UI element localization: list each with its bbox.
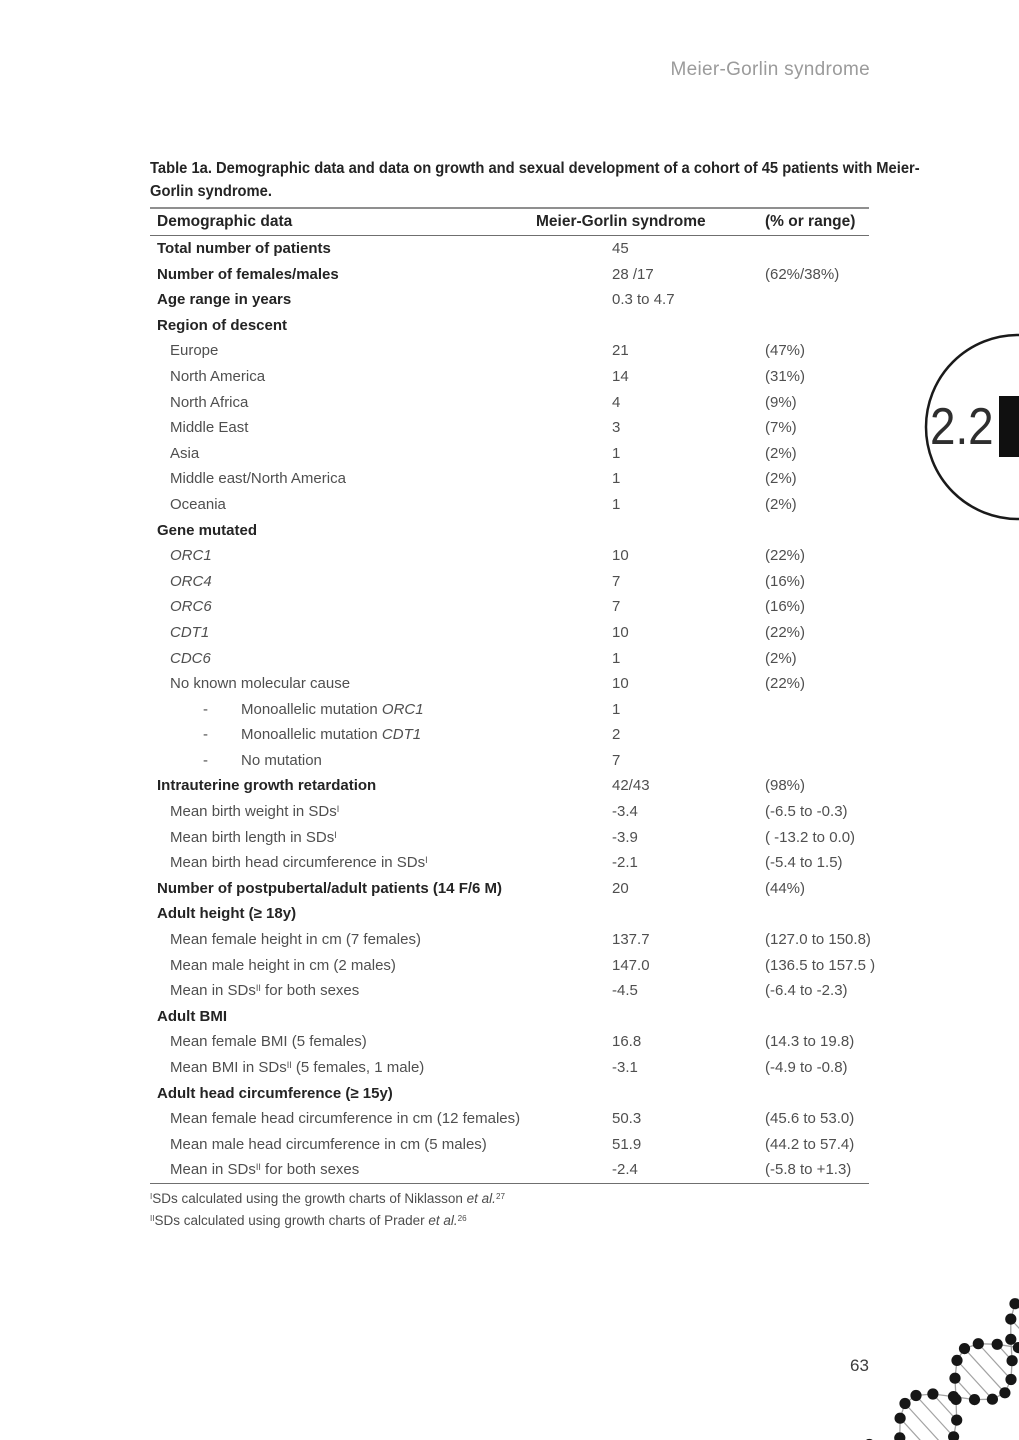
row-label: CDT1 — [170, 623, 210, 641]
row-label: Adult height (≥ 18y) — [157, 905, 297, 923]
row-value: 20 — [612, 879, 629, 897]
row-label: Total number of patients — [157, 240, 331, 257]
table-row — [150, 262, 869, 288]
table-body — [150, 236, 876, 1184]
table-row — [150, 518, 869, 544]
table-row — [150, 748, 869, 774]
row-value: -3.9 — [612, 828, 638, 846]
row-value: 7 — [612, 598, 621, 616]
table-row — [150, 620, 869, 646]
table-row — [150, 236, 869, 262]
row-value: 42/43 — [612, 777, 650, 795]
table-row — [150, 364, 869, 390]
row-range: (2%) — [765, 444, 797, 462]
row-value: 1 — [612, 649, 621, 667]
row-label: Mean female BMI (5 females) — [170, 1033, 367, 1051]
row-value: 1 — [612, 495, 621, 513]
row-value: 1 — [612, 444, 621, 462]
row-value: -4.5 — [612, 982, 638, 1000]
row-range: (-5.8 to +1.3) — [765, 1161, 852, 1179]
table-row — [150, 978, 869, 1004]
row-value: 28 /17 — [612, 265, 654, 283]
footnote-line: $^I$SDs calculated using the growth charts of Niklasson et al.$^{27}$ — [150, 1191, 505, 1206]
row-value: 7 — [612, 751, 621, 769]
row-value: 137.7 — [612, 931, 650, 949]
table-row — [150, 953, 876, 979]
table-row — [150, 646, 869, 672]
table-row — [150, 569, 869, 595]
row-value: 16.8 — [612, 1033, 642, 1051]
running-head: Meier-Gorlin syndrome — [670, 59, 870, 80]
column-header-demographic-data: Demographic data — [157, 213, 293, 230]
table-row — [150, 722, 869, 748]
row-bullet: - — [203, 700, 208, 718]
row-label: Mean male head circumference in cm (5 males) — [170, 1135, 487, 1153]
row-range: (2%) — [765, 649, 797, 667]
table-row — [150, 799, 869, 825]
row-bullet: - — [203, 751, 208, 769]
row-value: -3.4 — [612, 803, 638, 821]
row-label: Mean in SDs$^{II}$ for both sexes — [170, 1161, 360, 1179]
row-range: (2%) — [765, 495, 797, 513]
row-label: Mean female head circumference in cm (12 females) — [170, 1110, 521, 1128]
row-range: (16%) — [765, 598, 806, 616]
row-label: Adult head circumference (≥ 15y) — [157, 1084, 393, 1102]
chapter-number: 2.2 — [930, 398, 994, 456]
table-row — [150, 697, 869, 723]
table-row — [150, 1157, 869, 1183]
row-label: Number of females/males — [157, 265, 339, 283]
row-label: North Africa — [170, 393, 249, 411]
row-range: (47%) — [765, 342, 806, 360]
row-label: No known molecular cause — [170, 675, 351, 693]
table-row — [150, 441, 869, 467]
table-row — [150, 773, 869, 799]
row-value: -3.1 — [612, 1059, 638, 1076]
table-row — [150, 850, 869, 876]
column-header-percent-or-range: (% or range) — [765, 213, 856, 230]
table-row — [150, 313, 869, 339]
table-title-line2: Gorlin syndrome. — [150, 183, 272, 200]
table-row — [150, 1081, 869, 1107]
row-range: (7%) — [765, 419, 797, 437]
row-label: Adult BMI — [157, 1007, 227, 1025]
row-label: Intrauterine growth retardation — [157, 777, 377, 795]
row-range: (16%) — [765, 572, 806, 590]
table-row — [150, 1004, 869, 1030]
table-row — [150, 492, 869, 518]
table-row — [150, 390, 869, 416]
row-label: Europe — [170, 342, 219, 360]
row-value: -2.1 — [612, 854, 638, 872]
row-range: (2%) — [765, 470, 797, 488]
table-row — [150, 287, 869, 313]
row-label: Asia — [170, 444, 200, 462]
row-value: 45 — [612, 240, 629, 257]
row-label: ORC4 — [170, 572, 212, 590]
row-range: (44%) — [765, 879, 806, 897]
row-label: Oceania — [170, 495, 226, 513]
row-label: Mean birth length in SDs$^I$ — [170, 828, 337, 846]
row-label: ORC6 — [170, 598, 212, 616]
row-value: 14 — [612, 367, 629, 385]
row-label: Mean birth weight in SDs$^I$ — [170, 803, 340, 821]
row-value: 21 — [612, 342, 629, 360]
row-value: 0.3 to 4.7 — [612, 291, 675, 309]
row-value: 147.0 — [612, 956, 650, 974]
row-label: Mean BMI in SDs$^{II}$ (5 females, 1 male) — [170, 1059, 425, 1076]
row-value: 10 — [612, 547, 629, 565]
demographics-table — [150, 207, 876, 1184]
row-label: Gene mutated — [157, 521, 258, 539]
row-label: Monoallelic mutation CDT1 — [241, 726, 422, 744]
table-row — [150, 927, 869, 953]
footnote-line: $^{II}$SDs calculated using growth charts of Prader et al.$^{26}$ — [150, 1212, 467, 1228]
chapter-tab — [999, 396, 1019, 457]
row-range: (45.6 to 53.0) — [765, 1110, 855, 1128]
row-range: (62%/38%) — [765, 265, 840, 283]
table-row — [150, 415, 869, 441]
row-range: ( -13.2 to 0.0) — [765, 828, 856, 846]
row-bullet: - — [203, 726, 208, 744]
row-range: (22%) — [765, 675, 806, 693]
row-label: Monoallelic mutation ORC1 — [241, 700, 424, 718]
row-value: 50.3 — [612, 1110, 642, 1128]
row-value: 10 — [612, 675, 629, 693]
row-range: (44.2 to 57.4) — [765, 1135, 855, 1153]
row-range: (-6.5 to -0.3) — [765, 803, 848, 821]
row-label: Region of descent — [157, 316, 288, 334]
row-label: ORC1 — [170, 547, 212, 565]
row-value: 10 — [612, 623, 629, 641]
row-value: 3 — [612, 419, 621, 437]
table-row — [150, 466, 869, 492]
table-header-row — [150, 209, 869, 236]
row-value: 4 — [612, 393, 621, 411]
row-label: Mean birth head circumference in SDs$^I$ — [170, 854, 428, 872]
page-number: 63 — [850, 1356, 869, 1375]
row-range: (31%) — [765, 367, 806, 385]
table-row — [150, 1106, 869, 1132]
table-title — [150, 157, 920, 203]
row-value: 2 — [612, 726, 621, 744]
row-value: 1 — [612, 470, 621, 488]
row-range: (-6.4 to -2.3) — [765, 982, 848, 1000]
table-row — [150, 1055, 869, 1081]
table-row — [150, 876, 869, 902]
row-value: 7 — [612, 572, 621, 590]
row-range: (9%) — [765, 393, 797, 411]
row-label: North America — [170, 367, 266, 385]
table-row — [150, 543, 869, 569]
row-label: Mean female height in cm (7 females) — [170, 931, 421, 949]
row-label: Age range in years — [157, 291, 292, 309]
row-label: Mean in SDs$^{II}$ for both sexes — [170, 982, 360, 1000]
row-label: Mean male height in cm (2 males) — [170, 956, 396, 974]
row-range: (127.0 to 150.8) — [765, 931, 871, 949]
footnotes — [150, 1188, 505, 1231]
table-title-line1: Table 1a. Demographic data and data on growth and sexual development of a cohort of 45 patients with Meier- — [150, 160, 920, 177]
column-header-meier-gorlin-syndrome: Meier-Gorlin syndrome — [536, 213, 706, 230]
row-label: CDC6 — [170, 649, 211, 667]
row-range: (-4.9 to -0.8) — [765, 1059, 848, 1076]
row-range: (136.5 to 157.5 ) — [765, 956, 876, 974]
row-label: No mutation — [241, 751, 322, 769]
row-range: (22%) — [765, 623, 806, 641]
row-range: (-5.4 to 1.5) — [765, 854, 843, 872]
row-label: Middle east/North America — [170, 470, 346, 488]
table-row — [150, 901, 869, 927]
row-value: 51.9 — [612, 1135, 642, 1153]
row-label: Middle East — [170, 419, 249, 437]
table-row — [150, 825, 869, 851]
table-row — [150, 338, 869, 364]
table-row — [150, 1132, 869, 1158]
table-row — [150, 671, 869, 697]
row-range: (14.3 to 19.8) — [765, 1033, 855, 1051]
row-value: 1 — [612, 700, 621, 718]
row-value: -2.4 — [612, 1161, 638, 1179]
table-row — [150, 1029, 869, 1055]
dna-helix-decoration — [770, 1240, 1019, 1440]
row-range: (22%) — [765, 547, 806, 565]
row-label: Number of postpubertal/adult patients (14 F/6 M) — [157, 879, 503, 897]
table-row — [150, 594, 869, 620]
row-range: (98%) — [765, 777, 806, 795]
